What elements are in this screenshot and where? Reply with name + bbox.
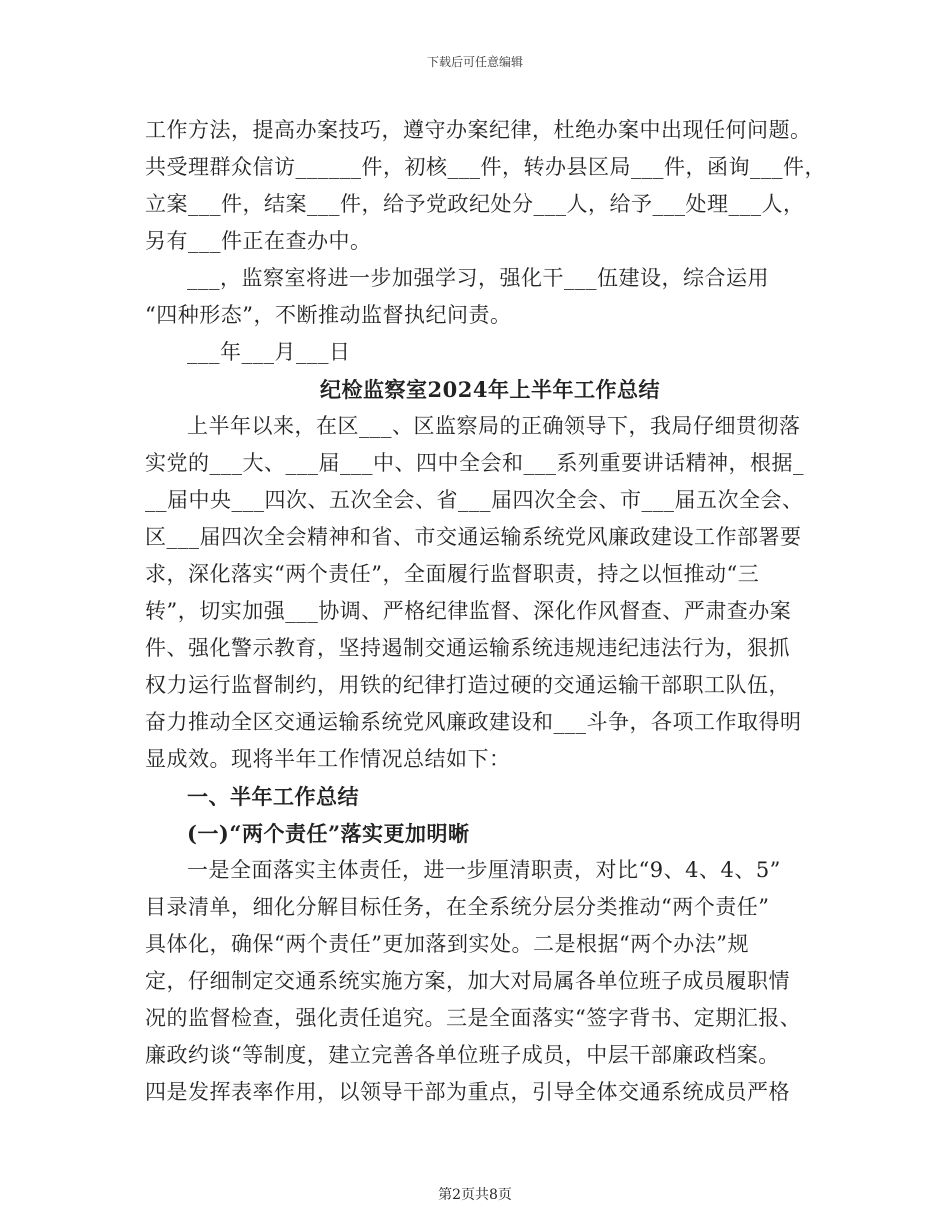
text-line: 另有___件正在查办中。 bbox=[145, 229, 372, 253]
text-line: 共受理群众信访______件，初核___件，转办县区局___件，函询___件， bbox=[145, 155, 826, 179]
text-line: “四种形态”，不断推动监督执纪问责。 bbox=[145, 303, 512, 327]
document-body bbox=[145, 112, 825, 1111]
section-heading: 一、半年工作总结 bbox=[187, 784, 359, 809]
text-line: 况的监督检查，强化责任追究。三是全面落实“签字背书、定期汇报、 bbox=[145, 1006, 802, 1030]
text-line: 工作方法，提高办案技巧，遵守办案纪律，杜绝办案中出现任何问题。 bbox=[145, 118, 812, 142]
text-line: 区___届四次全会精神和省、市交通运输系统党风廉政建设工作部署要 bbox=[145, 525, 802, 549]
text-line: 定，仔细制定交通系统实施方案，加大对局属各单位班子成员履职情 bbox=[145, 969, 790, 993]
text-line: 求，深化落实“两个责任”，全面履行监督职责，持之以恒推动“三 bbox=[145, 562, 760, 586]
page-footer: 第2页共8页 bbox=[438, 1187, 512, 1203]
text-line: ___年___月___日 bbox=[187, 340, 351, 364]
text-line: 实党的___大、___届___中、四中全会和___系列重要讲话精神，根据_ bbox=[145, 451, 804, 475]
text-line: 四是发挥表率作用，以领导干部为重点，引导全体交通系统成员严格 bbox=[145, 1080, 790, 1104]
header-note: 下载后可任意编辑 bbox=[426, 55, 523, 69]
text-line: 具体化，确保“两个责任”更加落到实处。二是根据“两个办法”规 bbox=[145, 932, 749, 956]
text-line: 立案___件，结案___件，给予党政纪处分___人，给予___处理___人， bbox=[145, 192, 805, 216]
text-line: 显成效。现将半年工作情况总结如下： bbox=[145, 747, 511, 771]
section-heading: (一)“两个责任”落实更加明晰 bbox=[187, 821, 470, 846]
text-line: 奋力推动全区交通运输系统党风廉政建设和___斗争，各项工作取得明 bbox=[145, 710, 802, 734]
text-line: 目录清单，细化分解目标任务，在全系统分层分类推动“两个责任” bbox=[145, 895, 770, 919]
document-title: 纪检监察室2024年上半年工作总结 bbox=[320, 377, 660, 402]
text-line: 转”，切实加强___协调、严格纪律监督、深化作风督查、严肃查办案 bbox=[145, 599, 792, 623]
text-line: 一是全面落实主体责任，进一步厘清职责，对比“9、4、4、5” bbox=[187, 858, 781, 882]
text-line: 件、强化警示教育，坚持遏制交通运输系统违规违纪违法行为，狠抓 bbox=[145, 636, 790, 660]
text-line: 廉政约谈“等制度，建立完善各单位班子成员，中层干部廉政档案。 bbox=[145, 1043, 780, 1067]
text-line: ___，监察室将进一步加强学习，强化干___伍建设，综合运用 bbox=[187, 266, 769, 290]
text-line: 权力运行监督制约，用铁的纪律打造过硬的交通运输干部职工队伍， bbox=[145, 673, 790, 697]
text-line: __届中央___四次、五次全会、省___届四次全会、市___届五次全会、 bbox=[145, 488, 804, 512]
text-line: 上半年以来，在区___、区监察局的正确领导下，我局仔细贯彻落 bbox=[187, 414, 801, 438]
